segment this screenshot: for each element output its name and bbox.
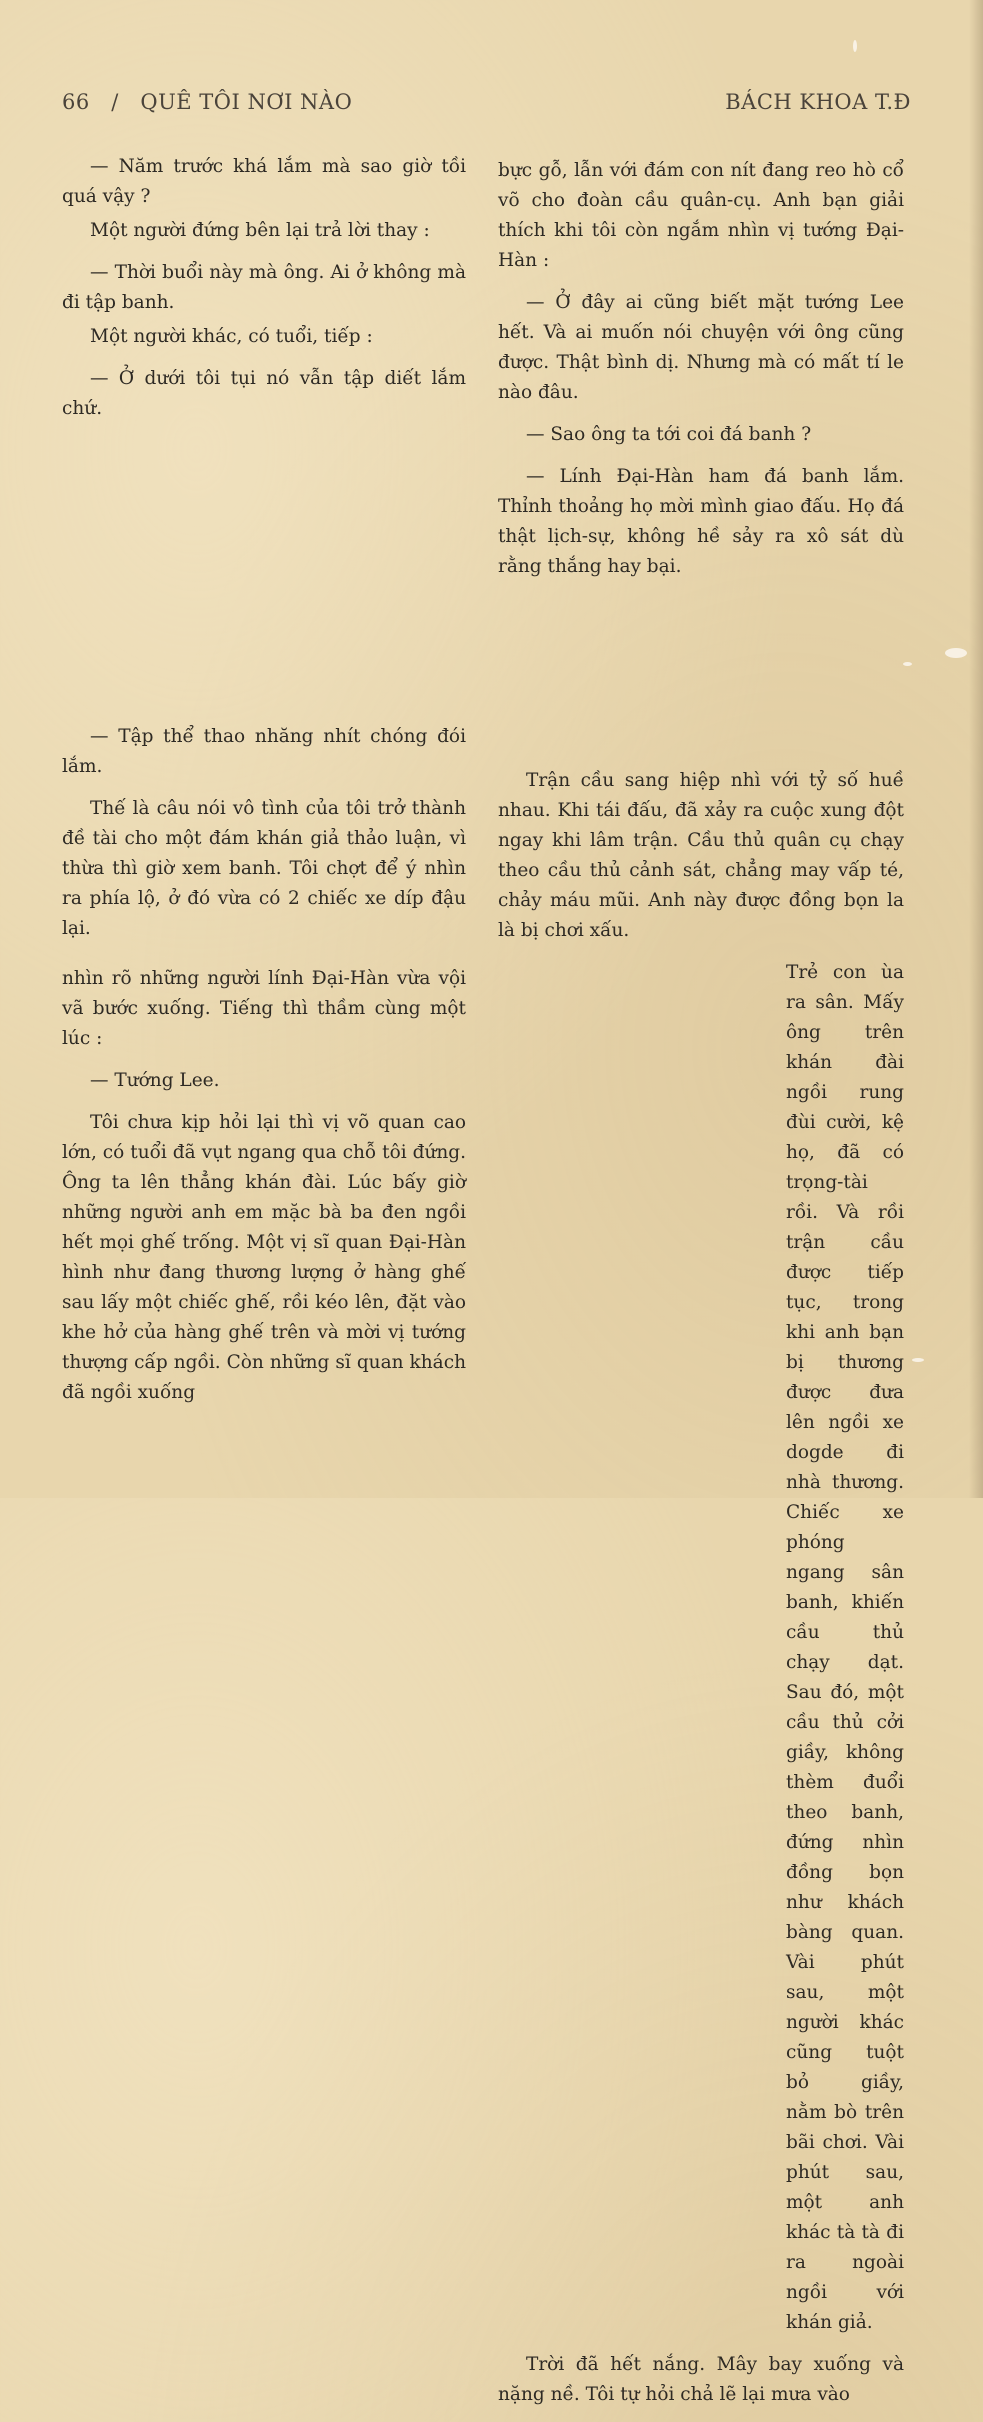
running-header-right <box>725 90 911 114</box>
paragraph: — Ở đây ai cũng biết mặt tướng Lee hết. Và ai muốn nói chuyện với ông cũng được. Thật bình dị. Nhưng mà có mất tí le nào đâu. <box>498 292 904 403</box>
article-title: QUÊ TÔI NƠI NÀO <box>140 90 353 114</box>
paragraph: Trẻ con ùa ra sân. Mấy ông trên khán đài ngồi rung đùi cười, kệ họ, đã có trọng-tài rồi. Và rồi trận cầu được tiếp tục, trong khi anh bạn bị thương được đưa lên ngồi xe dogde đi nhà thương. Chiếc xe phóng ngang sân banh, khiến cầu thủ chạy dạt. Sau đó, một cầu thủ cởi giầy, không thèm đuổi theo banh, đứng nhìn đồng bọn như khách bàng quan. Vài phút sau, một người khác cũng tuột bỏ giầy, nằm bò trên bãi chơi. Vài phút sau, một anh khác tà tà đi ra ngoài ngồi với khán giả. <box>786 962 904 2333</box>
paragraph: Tôi chưa kịp hỏi lại thì vị võ quan cao lớn, có tuổi đã vụt ngang qua chỗ tôi đứng. Ông ta lên thẳng khán đài. Lúc bấy giờ những người anh em mặc bà ba đen ngồi hết mọi ghế trống. Một vị sĩ quan Đại-Hàn hình như đang thương lượng ở hàng ghế sau lấy một chiếc ghế, rồi kéo lên, đặt vào khe hở của hàng ghế trên và mời vị tướng thượng cấp ngồi. Còn những sĩ quan khách đã ngồi xuống <box>62 1112 466 1403</box>
paragraph: nhìn rõ những người lính Đại-Hàn vừa vội vã bước xuống. Tiếng thì thầm cùng một lúc : <box>62 968 466 1049</box>
paragraph: bực gỗ, lẫn với đám con nít đang reo hò cổ võ cho đoàn cầu quân-cụ. Anh bạn giải thích khi tôi còn ngắm nhìn vị tướng Đại-Hàn : <box>498 160 904 271</box>
paper-speck <box>853 40 857 52</box>
header-separator: / <box>111 90 119 114</box>
page-edge-shadow <box>969 0 983 1498</box>
paper-speck <box>912 1358 924 1362</box>
magazine-title: BÁCH KHOA T.Đ <box>725 90 911 114</box>
paragraph: Một người khác, có tuổi, tiếp : <box>90 326 373 347</box>
paragraph: Trận cầu sang hiệp nhì với tỷ số huề nhau. Khi tái đấu, đã xảy ra cuộc xung đột ngay khi lâm trận. Cầu thủ quân cụ chạy theo cầu thủ cảnh sát, chẳng may vấp té, chảy máu mũi. Anh này được đồng bọn la là bị chơi xấu. <box>498 770 904 941</box>
paragraph: — Tướng Lee. <box>90 1070 220 1091</box>
page-number: 66 <box>62 90 90 114</box>
column-left-bottom <box>62 722 466 1420</box>
column-right-bottom <box>498 766 904 2422</box>
paragraph: — Năm trước khá lắm mà sao giờ tồi quá vậy ? <box>62 156 466 207</box>
paragraph: — Ở dưới tôi tụi nó vẫn tập diết lắm chứ. <box>62 368 466 419</box>
paper-speck <box>903 662 912 666</box>
paragraph: Thế là câu nói vô tình của tôi trở thành đề tài cho một đám khán giả thảo luận, vì thừa thì giờ xem banh. Tôi chợt để ý nhìn ra phía lộ, ở đó vừa có 2 chiếc xe díp đậu lại. <box>62 798 466 939</box>
paragraph: Một người đứng bên lại trả lời thay : <box>90 220 430 241</box>
column-left-top <box>62 152 466 436</box>
paper-speck <box>945 648 967 658</box>
paragraph: — Tập thể thao nhăng nhít chóng đói lắm. <box>62 726 466 777</box>
running-header-left <box>62 90 352 114</box>
paragraph: Trời đã hết nắng. Mây bay xuống và nặng nề. Tôi tự hỏi chả lẽ lại mưa vào <box>498 2354 904 2405</box>
paragraph: — Sao ông ta tới coi đá banh ? <box>526 424 812 445</box>
paragraph: — Thời buổi này mà ông. Ai ở không mà đi tập banh. <box>62 262 466 313</box>
column-right-top <box>498 156 904 594</box>
paragraph: — Lính Đại-Hàn ham đá banh lắm. Thỉnh thoảng họ mời mình giao đấu. Họ đá thật lịch-sự, không hề sảy ra xô sát dù rằng thắng hay bại. <box>498 466 904 577</box>
